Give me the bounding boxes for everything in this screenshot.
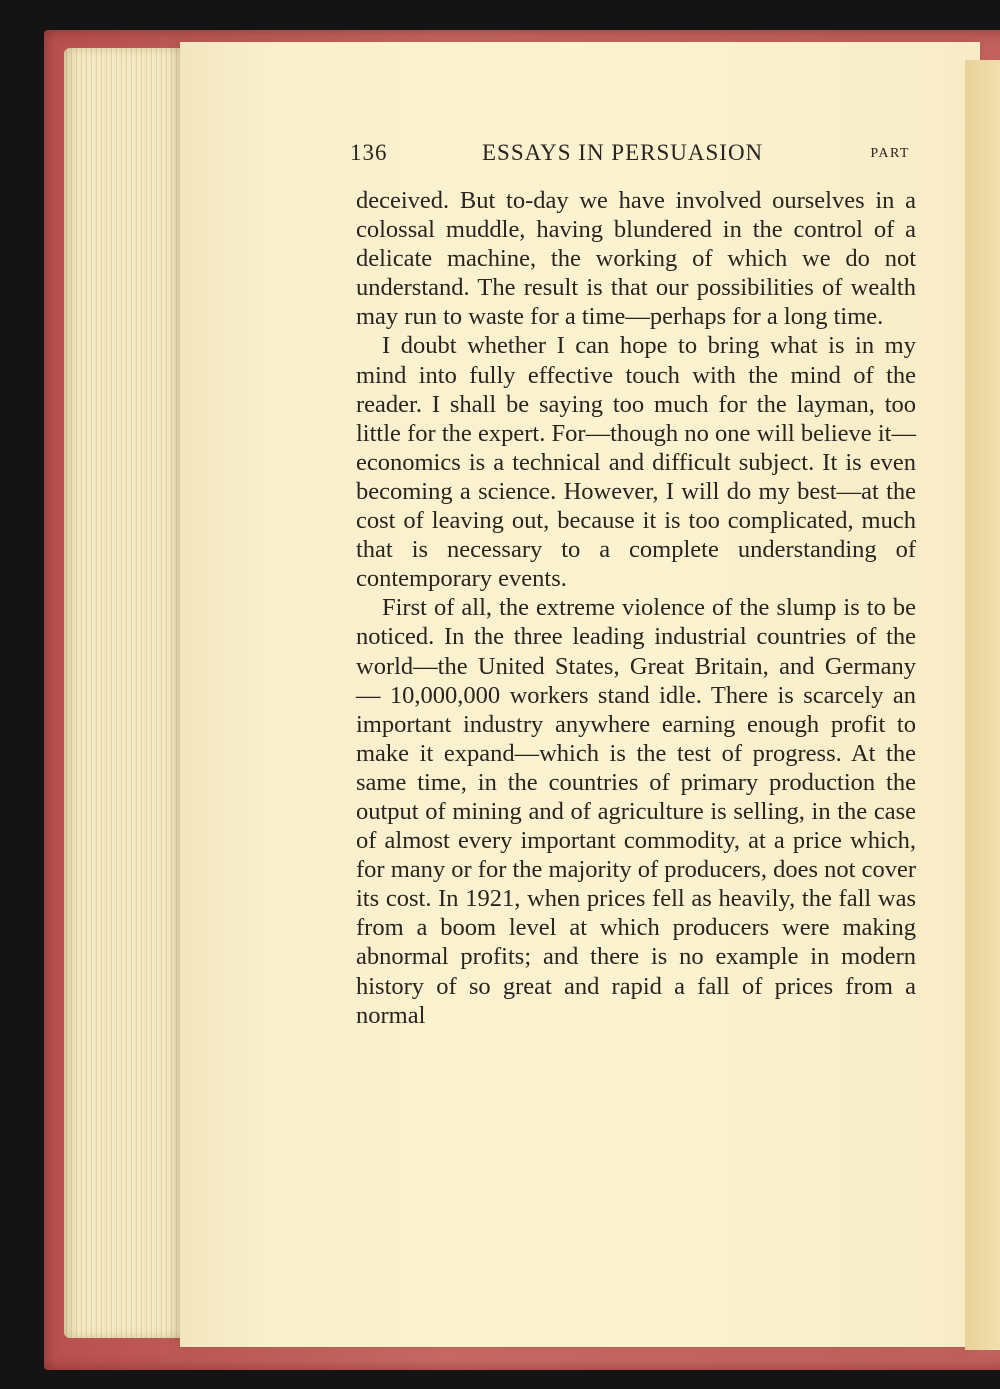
paragraph-1: deceived. But to-day we have involved ourselves in a colossal muddle, having blundered in the control of a delicate machine, the working of which we do not understand. The result is that our possibilities of wealth may run to waste for a time—perhaps for a long time. (356, 187, 916, 331)
paragraph-3: First of all, the extreme violence of the slump is to be noticed. In the three leading industrial countries of the world—the United States, Great Britain, and Germany — 10,000,000 workers stand idle. There is scarcely an important industry anywhere earning enough profit to make it expand—which is the test of progress. At the same time, in the countries of primary production the output of mining and of agriculture is selling, in the case of almost every important commodity, at a price which, for many or for the majority of producers, does not cover its cost. In 1921, when prices fell as heavily, the fall was from a boom level at which producers were making abnormal profits; and there is no example in modern history of so great and rapid a fall of prices from a normal (356, 594, 916, 1029)
page-number: 136 (350, 140, 388, 165)
page-edges (64, 48, 194, 1338)
body-text (356, 186, 916, 1030)
page-text-block (350, 140, 916, 1030)
running-head-part: PART (870, 146, 910, 161)
paragraph-2: I doubt whether I can hope to bring what is in my mind into fully effective touch with the mind of the reader. I shall be saying too much for the layman, too little for the expert. For—though no one will believe it—economics is a technical and difficult subject. It is even becoming a science. However, I will do my best—at the cost of leaving out, because it is too complicated, much that is necessary to a complete understanding of contemporary events. (356, 332, 916, 593)
running-head-title: ESSAYS IN PERSUASION (482, 140, 764, 165)
running-head (350, 140, 916, 180)
facing-page-edge (965, 60, 1000, 1350)
